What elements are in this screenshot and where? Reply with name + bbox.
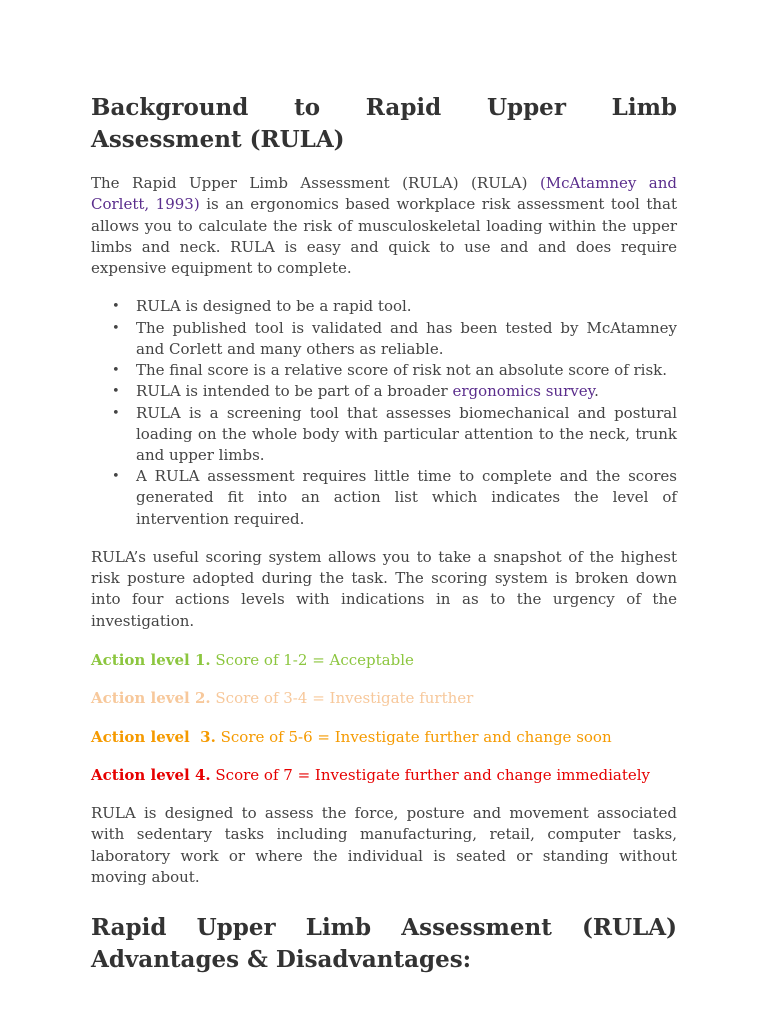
list-item: [91, 318, 677, 360]
action-level-text: Score of 1-2 = Acceptable: [210, 650, 414, 669]
bullet-glyph: •: [112, 469, 120, 485]
list-item-text: RULA is designed to be a rapid tool.: [136, 297, 412, 316]
action-level-text: Score of 3-4 = Investigate further: [210, 689, 474, 708]
bullet-glyph: •: [112, 384, 120, 400]
bullet-glyph: •: [112, 299, 120, 315]
section-heading: Rapid Upper Limb Assessment (RULA) Advantages & Disadvantages:: [91, 914, 677, 974]
list-item-text: The published tool is validated and has been tested by McAtamney and Corlett and many others as reliable.: [136, 318, 677, 358]
action-level-label: Action level 2.: [91, 689, 211, 708]
list-item: [91, 403, 677, 467]
citation-link[interactable]: (McAtamney and Corlett, 1993): [91, 174, 677, 214]
list-item: [91, 360, 677, 381]
bullet-glyph: •: [112, 405, 120, 421]
action-level-1: [91, 650, 677, 671]
feature-list: [91, 296, 677, 529]
intro-text-before: The Rapid Upper Limb Assessment (RULA) (RULA): [91, 174, 540, 192]
intro-paragraph: [91, 173, 677, 279]
action-level-text: Score of 5-6 = Investigate further and change soon: [215, 727, 612, 746]
list-item: [91, 466, 677, 530]
list-item-text: The final score is a relative score of risk not an absolute score of risk.: [136, 361, 668, 380]
action-level-label: Action level 4.: [91, 765, 211, 784]
bullet-glyph: •: [112, 363, 120, 379]
action-level-label: Action level 3.: [91, 727, 216, 746]
design-paragraph: RULA is designed to assess the force, posture and movement associated with sedentary tasks including manufacturing, retail, computer tasks, laboratory work or where the individual is seated or standing without moving about.: [91, 804, 677, 886]
action-level-text: Score of 7 = Investigate further and change immediately: [210, 765, 651, 784]
action-level-label: Action level 1.: [91, 650, 211, 669]
action-level-3: [91, 727, 677, 748]
intro-text-after: is an ergonomics based workplace risk assessment tool that allows you to calculate the risk of musculoskeletal loading within the upper limbs and neck. RULA is easy and quick to use and and does require expensive equipment to complete.: [91, 195, 677, 278]
bullet-glyph: •: [112, 320, 120, 336]
action-level-2: [91, 688, 677, 709]
document-content: [91, 92, 677, 976]
scoring-paragraph: RULA’s useful scoring system allows you to take a snapshot of the highest risk posture adopted during the task. The scoring system is broken down into four actions levels with indications in as to the urgency of the investigation.: [91, 547, 677, 630]
action-level-4: [91, 765, 677, 786]
list-item-text: A RULA assessment requires little time to complete and the scores generated fit into an action list which indicates the level of intervention required.: [136, 467, 677, 528]
list-item-text-before: RULA is intended to be part of a broader: [136, 382, 453, 401]
list-item: [91, 296, 677, 317]
list-item: [91, 381, 677, 402]
list-item-text: RULA is a screening tool that assesses biomechanical and postural loading on the whole body with particular attention to the neck, trunk and upper limbs.: [136, 403, 677, 464]
page-title: Background to Rapid Upper Limb Assessment (RULA): [91, 94, 677, 153]
list-item-text-after: .: [594, 382, 599, 401]
ergonomics-survey-link[interactable]: ergonomics survey: [452, 382, 595, 401]
